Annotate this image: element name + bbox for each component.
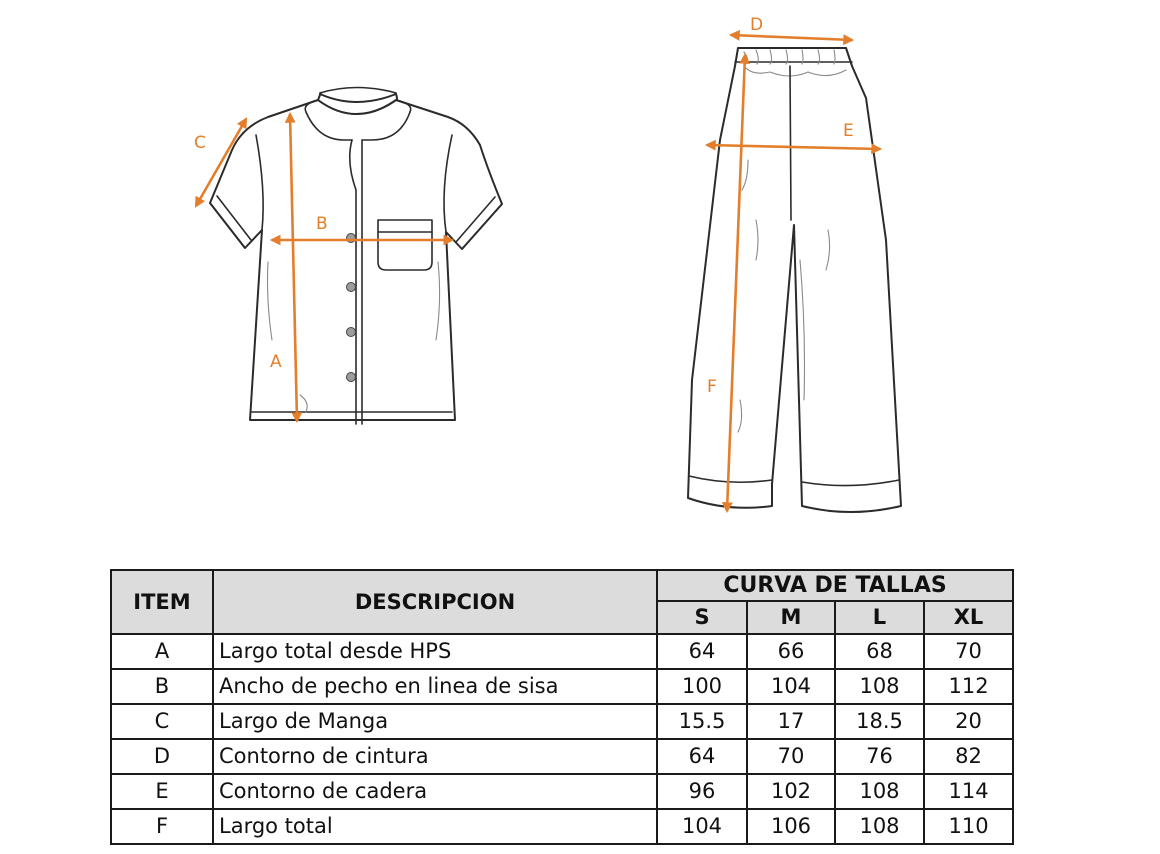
header-size-m: M (747, 601, 835, 634)
value-cell: 20 (924, 704, 1013, 739)
value-cell: 104 (657, 809, 747, 844)
value-cell: 64 (657, 634, 747, 669)
value-cell: 76 (835, 739, 924, 774)
table-row (111, 739, 1013, 774)
header-size-xl: XL (924, 601, 1013, 634)
value-cell: 82 (924, 739, 1013, 774)
description-cell: Contorno de cintura (213, 739, 657, 774)
value-cell: 100 (657, 669, 747, 704)
value-cell: 64 (657, 739, 747, 774)
table-row (111, 809, 1013, 844)
table-row (111, 634, 1013, 669)
table-row (111, 669, 1013, 704)
label-c: C (194, 133, 206, 153)
item-cell: A (111, 634, 213, 669)
value-cell: 96 (657, 774, 747, 809)
size-chart-table (110, 569, 1014, 845)
header-size-s: S (657, 601, 747, 634)
item-cell: D (111, 739, 213, 774)
table-row (111, 774, 1013, 809)
pants-drawing (688, 48, 901, 512)
description-cell: Contorno de cadera (213, 774, 657, 809)
value-cell: 110 (924, 809, 1013, 844)
value-cell: 102 (747, 774, 835, 809)
description-cell: Largo total (213, 809, 657, 844)
value-cell: 112 (924, 669, 1013, 704)
measure-line-d (731, 35, 852, 40)
header-item: ITEM (111, 570, 213, 634)
label-e: E (843, 121, 854, 141)
value-cell: 108 (835, 669, 924, 704)
value-cell: 18.5 (835, 704, 924, 739)
value-cell: 104 (747, 669, 835, 704)
description-cell: Ancho de pecho en linea de sisa (213, 669, 657, 704)
value-cell: 106 (747, 809, 835, 844)
value-cell: 108 (835, 809, 924, 844)
header-size-l: L (835, 601, 924, 634)
shirt-drawing (210, 88, 502, 425)
value-cell: 108 (835, 774, 924, 809)
value-cell: 17 (747, 704, 835, 739)
label-d: D (750, 15, 764, 35)
item-cell: C (111, 704, 213, 739)
header-description: DESCRIPCION (213, 570, 657, 634)
item-cell: B (111, 669, 213, 704)
table-row (111, 704, 1013, 739)
description-cell: Largo total desde HPS (213, 634, 657, 669)
value-cell: 70 (924, 634, 1013, 669)
value-cell: 15.5 (657, 704, 747, 739)
description-cell: Largo de Manga (213, 704, 657, 739)
label-a: A (270, 352, 282, 372)
item-cell: F (111, 809, 213, 844)
value-cell: 66 (747, 634, 835, 669)
header-size-group: CURVA DE TALLAS (657, 570, 1013, 601)
value-cell: 70 (747, 739, 835, 774)
value-cell: 68 (835, 634, 924, 669)
label-b: B (316, 214, 328, 234)
item-cell: E (111, 774, 213, 809)
value-cell: 114 (924, 774, 1013, 809)
label-f: F (707, 377, 717, 397)
